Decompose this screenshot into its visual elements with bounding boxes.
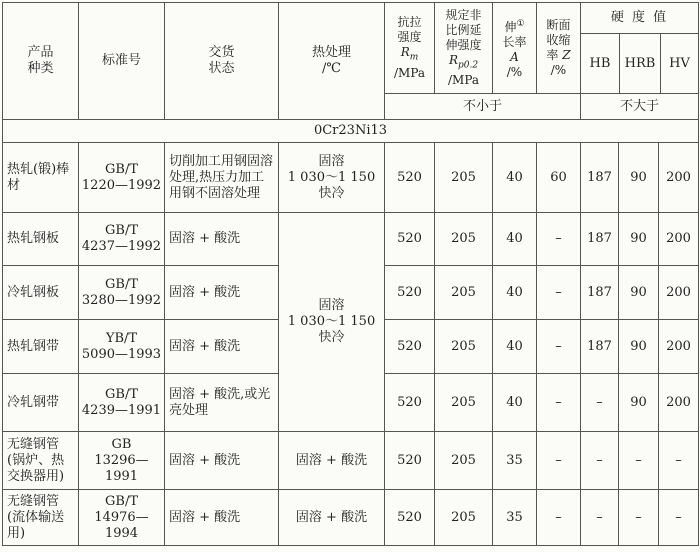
yield-cell: 205 [435,266,493,320]
hb-cell: 187 [581,213,619,266]
reduction-cell: 60 [537,143,581,213]
yield-cell: 205 [435,143,493,213]
product-cell: 无缝钢管(锅炉、热交换器用) [3,432,79,490]
product-cell: 冷轧钢带 [3,374,79,432]
yield-cell: 205 [435,490,493,546]
header-yield: 规定非 比例延 伸强度 $R_{p0.2}$ /MPa [435,3,493,94]
product-cell: 热轧钢板 [3,213,79,266]
hb-cell: 187 [581,143,619,213]
header-tensile: 抗拉 强度 $R_m$ /MPa [385,3,435,94]
header-hv: HV [669,56,690,71]
tensile-cell: 520 [385,432,435,490]
hv-cell: – [659,432,699,490]
standard-cell: YB/T 5090—1993 [79,320,165,374]
standard-cell: GB/T 14976—1994 [79,490,165,546]
tensile-cell: 520 [385,213,435,266]
header-product: 产品 种类 [3,3,79,120]
header-delivery: 交货 状态 [165,3,279,120]
elongation-cell: 40 [493,374,537,432]
elongation-cell: 40 [493,213,537,266]
elongation-cell: 35 [493,490,537,546]
standard-cell: GB/T 4237—1992 [79,213,165,266]
header-standard: 标准号 [79,3,165,120]
delivery-cell: 固溶 + 酸洗 [165,266,279,320]
product-cell: 无缝钢管(流体输送用) [3,490,79,546]
hb-cell: 187 [581,266,619,320]
product-cell: 热轧(锻)棒材 [3,143,79,213]
header-heat-treatment: 热处理 /℃ [279,3,385,120]
table-row [3,143,699,213]
header-hb: HB [581,34,620,93]
hb-cell: – [581,374,619,432]
tensile-cell: 520 [385,266,435,320]
reduction-cell: – [537,490,581,546]
header-hardness: 硬 度 值 HB HRB HV [581,3,699,94]
delivery-cell: 固溶 + 酸洗,或光亮处理 [165,374,279,432]
reduction-cell: – [537,213,581,266]
elongation-cell: 40 [493,320,537,374]
reduction-cell: – [537,320,581,374]
hrb-cell: 90 [619,320,659,374]
heat-cell-merged: 固溶 1 030～1 150 快冷 [279,213,385,432]
hb-cell: 187 [581,320,619,374]
table-row [3,432,699,490]
tensile-cell: 520 [385,320,435,374]
reduction-cell: – [537,374,581,432]
delivery-cell: 固溶 + 酸洗 [165,432,279,490]
hv-cell: 200 [659,374,699,432]
heat-cell: 固溶 + 酸洗 [279,432,385,490]
header-row-1 [3,3,699,94]
header-elongation: 伸① 长率 A /% [493,3,537,94]
header-hrb: HRB [620,34,661,93]
delivery-cell: 固溶 + 酸洗 [165,320,279,374]
tensile-cell: 520 [385,374,435,432]
yield-cell: 205 [435,374,493,432]
hv-cell: 200 [659,143,699,213]
delivery-cell: 固溶 + 酸洗 [165,213,279,266]
elongation-cell: 40 [493,266,537,320]
reduction-cell: – [537,432,581,490]
hrb-cell: 90 [619,213,659,266]
hrb-cell: – [619,432,659,490]
product-cell: 热轧钢带 [3,320,79,374]
standard-cell: GB/T 1220—1992 [79,143,165,213]
hv-cell: – [659,490,699,546]
standard-cell: GB/T 3280—1992 [79,266,165,320]
delivery-cell: 切削加工用钢固溶处理,热压力加工用钢不固溶处理 [165,143,279,213]
heat-cell: 固溶 1 030～1 150 快冷 [279,143,385,213]
product-cell: 冷轧钢板 [3,266,79,320]
header-reduction: 断面 收缩 率 Z /% [537,3,581,94]
heat-cell: 固溶 + 酸洗 [279,490,385,546]
hrb-cell: 90 [619,266,659,320]
delivery-cell: 固溶 + 酸洗 [165,490,279,546]
hb-cell: – [581,490,619,546]
table-row [3,213,699,266]
tensile-cell: 520 [385,490,435,546]
standard-cell: GB 13296—1991 [79,432,165,490]
elongation-cell: 35 [493,432,537,490]
hv-cell: 200 [659,213,699,266]
yield-cell: 205 [435,320,493,374]
yield-cell: 205 [435,213,493,266]
hrb-cell: 90 [619,374,659,432]
hrb-cell: – [619,490,659,546]
reduction-cell: – [537,266,581,320]
hb-cell: – [581,432,619,490]
yield-cell: 205 [435,432,493,490]
hrb-cell: 90 [619,143,659,213]
grade-row [3,120,699,143]
steel-properties-table [2,2,699,546]
grade-label: 0Cr23Ni13 [3,120,699,143]
hv-cell: 200 [659,320,699,374]
header-not-more: 不大于 [581,94,699,120]
header-not-less: 不小于 [385,94,581,120]
standard-cell: GB/T 4239—1991 [79,374,165,432]
table-row [3,490,699,546]
elongation-cell: 40 [493,143,537,213]
hv-cell: 200 [659,266,699,320]
tensile-cell: 520 [385,143,435,213]
